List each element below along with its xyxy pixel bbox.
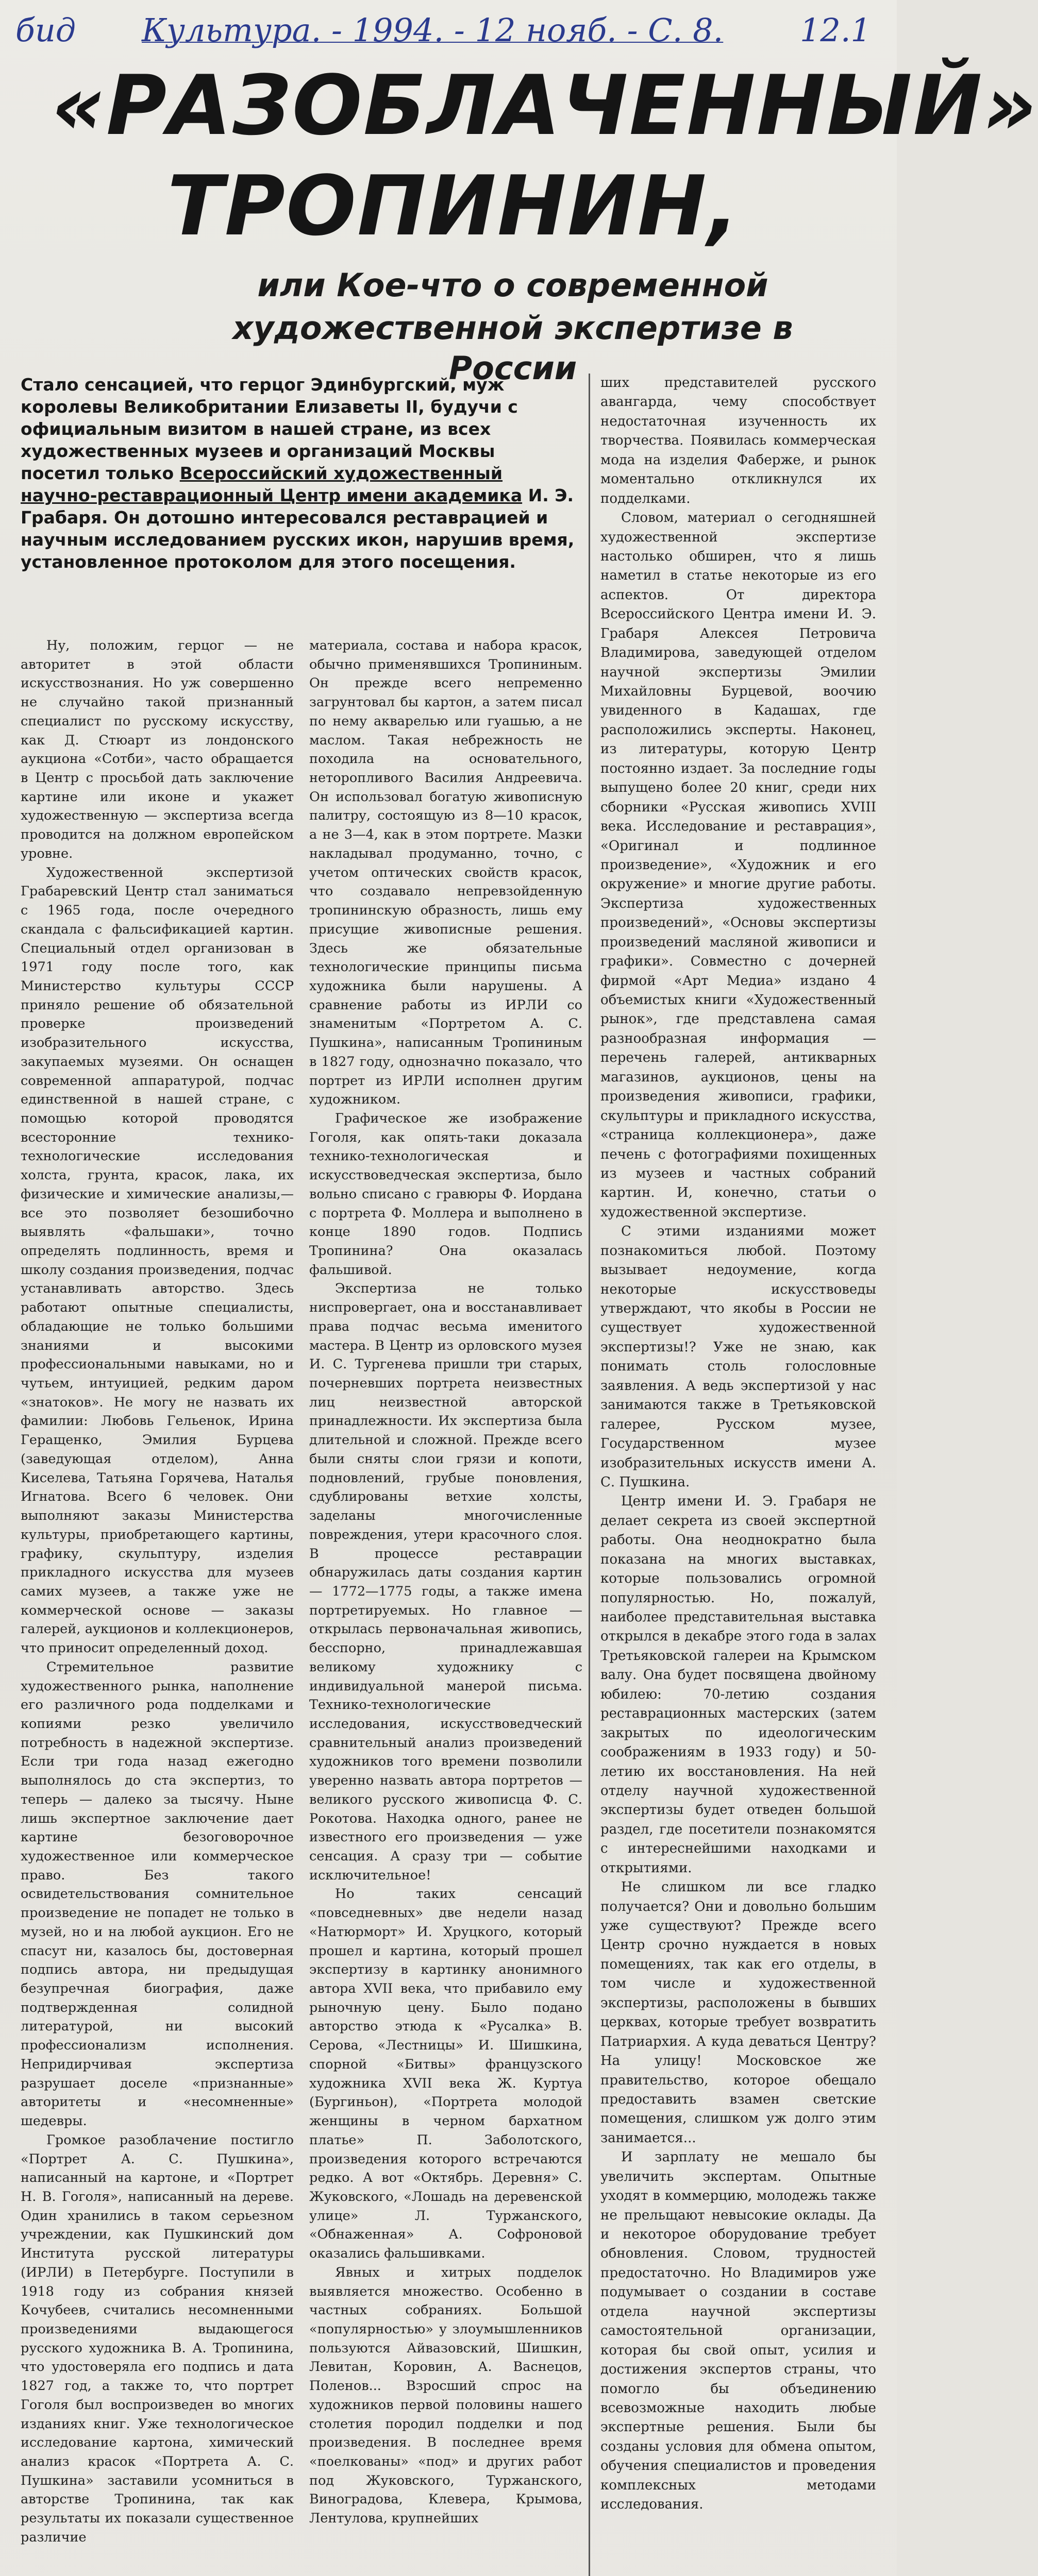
paragraph: Но таких сенсаций «повседневных» две недели назад «Натюрморт» И. Хруцкого, который прошел и картина, который прошел экспертизу в картинку анонимного автора XVII века, что прибавило ему рыночную цену. Было подано авторство этюда к «Русалка» В. Серова, «Лестницы» И. Шишкина, спорной «Битвы» французского художника XVII века Ж. Куртуа (Бургиньон), «Портрета молодой женщины в черном бархатном платье» П. Заболотского, произведения которого встречаются редко. А вот «Октябрь. Деревня» С. Жуковского, «Лошадь на деревенской улице» Л. Туржанского, «Обнаженная» А. Софроновой оказались фальшивками. bbox=[309, 1886, 582, 2262]
paragraph: С этими изданиями может познакомиться любой. Поэтому вызывает недоумение, когда некоторые искусствоведы утверждают, что якобы в России не существует художественной экспертизы!? Уже не знаю, как понимать столь голословные заявления. А ведь экспертизой у нас занимаются также в Третьяковской галерее, Русском музее, Государственном музее изобразительных искусств имени А. С. Пушкина. bbox=[600, 1224, 876, 1490]
headline-line-1: «РАЗОБЛАЧЕННЫЙ» bbox=[52, 57, 1038, 154]
paragraph: материала, состава и набора красок, обычно применявшихся Тропининым. Он прежде всего непременно загрунтовал бы картон, а затем писал по нему акварелью или гуашью, а не маслом. Такая небрежность не походила на основательного, неторопливого Василия Андреевича. Он использовал богатую живописную палитру, состоящую из 8—10 красок, а не 3—4, как в этом портрете. Мазки накладывал продуманно, точно, с учетом оптических свойств красок, что создавало непревзойденную тропининскую образность, лишь ему присущие живописные решения. Здесь же обязательные технологические принципы письма художника были нарушены. А сравнение работы из ИРЛИ со знаменитым «Портретом А. С. Пушкина», написанным Тропининым в 1827 году, однозначно показало, что портрет из ИРЛИ исполнен другим художником. bbox=[309, 638, 582, 1108]
paragraph: Ну, положим, герцог — не авторитет в этой области искусствознания. Но уж совершенно не случайно такой признанный специалист по русскому искусству, как Д. Стюарт из лондонского аукциона «Сотби», часто обращается в Центр с просьбой дать заключение картине или иконе и укажет художественную — экспертиза всегда проводится на должном европейском уровне. bbox=[21, 638, 294, 861]
paragraph: Центр имени И. Э. Грабаря не делает секрета из своей экспертной работы. Она неоднократно была показана на многих выставках, которые пользовались огромной популярностью. Но, пожалуй, наиболее представительная выставка открылся в декабре этого года в залах Третьяковской галереи на Крымском валу. Она будет посвящена двойному юбилею: 70-летию создания реставрационных мастерских (затем закрытых по идеологическим соображениям в 1933 году) и 50-летию их восстановления. На ней отделу научной художественной экспертизы будет отведен большой раздел, где посетители познакомятся с интереснейшими находками и открытиями. bbox=[600, 1494, 876, 1876]
handwritten-header bbox=[15, 7, 876, 54]
lead-text-2: И. Э. Грабаря. Он дотошно интересовался реставрацией и научным исследованием русских икон, нарушив время, установленное протоколом для этого посещения. bbox=[21, 485, 575, 572]
lead-underlined-text: Всероссийский художественный научно-реставрационный Центр имени академика bbox=[21, 463, 523, 505]
paragraph: Стремительное развитие художественного рынка, наполнение его различного рода подделками и копиями резко увеличило потребность в надежной экспертизе. Если три года назад ежегодно выполнялось до ста экспертиз, то теперь — далеко за тысячу. Ныне лишь экспертное заключение дает картине безоговорочное художественное или коммерческое право. Без такого освидетельствования сомнительное произведение не попадет не только в музей, но и на любой аукцион. Его не спасут ни, казалось бы, достоверная подпись автора, ни предыдущая безупречная биография, даже подтвержденная солидной литературой, ни высокий профессионализм исполнения. Непридирчивая экспертиза разрушает доселе «признанные» авторитеты и «несомненные» шедевры. bbox=[21, 1659, 294, 2129]
article-column-3 bbox=[600, 374, 876, 2515]
lead-text-1: Стало сенсацией, что герцог Эдинбургский, муж королевы Великобритании Елизаветы II, будучи с официальным визитом в нашей стране, из всех художественных музеев и организаций Москвы посетил только bbox=[21, 375, 518, 483]
paragraph: Громкое разоблачение постигло «Портрет А. С. Пушкина», написанный на картоне, и «Портрет Н. В. Гоголя», написанный на дереве. Один хранились в таком серьезном учреждении, как Пушкинский дом Института русской литературы (ИРЛИ) в Петербурге. Поступили в 1918 году из собрания князей Кочубеев, считались несомненными произведениями выдающегося русского художника В. А. Тропинина, что удостоверяла его подпись и дата 1827 год, а также то, что портрет Гоголя был воспроизведен во многих изданиях книг. Уже технологическое исследование картона, химический анализ красок «Портрета А. С. Пушкина» заставили усомниться в авторстве Тропинина, так как результаты их показали существенное различие bbox=[21, 2132, 294, 2545]
paragraph: И зарплату не мешало бы увеличить экспертам. Опытные уходят в коммерцию, молодежь также не прельщают невысокие оклады. Да и некоторое оборудование требует обновления. Словом, трудностей предостаточно. Но Владимиров уже подумывает о создании в составе отдела научной экспертизы самостоятельной организации, которая бы свой опыт, усилия и достижения экспертов страны, что помогло бы объединению всевозможные находить любые экспертные решения. Были бы созданы условия для обмена опытом, обучения специалистов и проведения комплексных методами исследования. bbox=[600, 2149, 876, 2513]
paragraph: Словом, материал о сегодняшней художественной экспертизе настолько обширен, что я лишь наметил в статье некоторые из его аспектов. От директора Всероссийского Центра имени И. Э. Грабаря Алексея Петровича Владимирова, заведующей отделом научной экспертизы Эмилии Михайловны Бурцевой, воочию увиденного в Кадашах, где расположились эксперты. Наконец, из литературы, которую Центр постоянно издает. За последние годы выпущено более 20 книг, среди них сборники «Русская живопись XVIII века. Исследование и реставрация», «Оригинал и подлинное произведение», «Художник и его окружение» и многие другие работы. Экспертиза художественных произведений», «Основы экспертизы произведений масляной живописи и графики». Совместно с дочерней фирмой «Арт Медиа» издано 4 объемистых книги «Художественный рынок», где представлена самая разнообразная информация — перечень галерей, антикварных магазинов, аукционов, цены на произведения живописи, графики, скульптуры и прикладного искусства, «страница коллекционера», даже печень с фотографиями похищенных из музеев и частных собраний картин. И, конечно, статьи о художественной экспертизе. bbox=[600, 510, 876, 1220]
lead-paragraph bbox=[21, 374, 577, 573]
subheadline-line-1: или Кое-что о современной bbox=[257, 266, 768, 304]
handwritten-margin-note: бид bbox=[15, 11, 76, 49]
handwritten-source-citation: Культура. - 1994. - 12 нояб. - С. 8. bbox=[142, 11, 724, 49]
paragraph: Явных и хитрых подделок выявляется множество. Особенно в частных собраниях. Большой «популярностью» у злоумышленников пользуются Айвазовский, Шишкин, Левитан, Коровин, А. Васнецов, Поленов... Взросший спрос на художников первой половины нашего столетия породил подделки и под произведения. В последнее время «поелкованы» «под» и других работ под Жуковского, Туржанского, Виноградова, Клевера, Крымова, Лентулова, крупнейших bbox=[309, 2264, 582, 2527]
headline-line-2: ТРОПИНИН, bbox=[167, 158, 740, 254]
paragraph: Экспертиза не только ниспровергает, она и восстанавливает права подчас весьма именитого мастера. В Центр из орловского музея И. С. Тургенева пришли три старых, почерневших портрета неизвестных лиц неизвестной авторской принадлежности. Их экспертиза была длительной и сложной. Прежде всего были сняты слои грязи и копоти, подновлений, грубые поновления, сдублированы ветхие холсты, заделаны многочисленные повреждения, утери красочного слоя. В процессе реставрации обнаружилась даты создания картин — 1772—1775 годы, а также имена портретируемых. Но главное — открылась первоначальная живопись, бесспорно, принадлежавшая великому художнику с индивидуальной манерой письма. Технико-технологические исследования, искусствоведческий сравнительный анализ произведений художников того времени позволили уверенно назвать автора портретов — великого русского живописца Ф. С. Рокотова. Находка одного, ранее не известного его произведения — уже сенсация. А сразу три — событие исключительное! bbox=[309, 1281, 582, 1883]
column-divider bbox=[589, 374, 590, 2576]
article-column-2 bbox=[309, 636, 582, 2528]
paragraph: Графическое же изображение Гоголя, как опять-таки доказала технико-технологическая и искусствоведческая экспертиза, было вольно списано с гравюры Ф. Иордана с портрета Ф. Моллера и выполнено в конце 1890 годов. Подпись Тропинина? Она оказалась фальшивой. bbox=[309, 1110, 582, 1278]
handwritten-number: 12.1 bbox=[799, 11, 871, 49]
paragraph: ших представителей русского авангарда, чему способствует недостаточная изученность их творчества. Появилась коммерческая мода на изделия Фаберже, и рынок моментально откликнулся их подделками. bbox=[600, 375, 876, 506]
subheadline-line-2: художественной экспертизе в России bbox=[232, 309, 793, 387]
paragraph: Художественной экспертизой Грабаревский Центр стал заниматься с 1965 года, после очередного скандала с фальсификацией картин. Специальный отдел организован в 1971 году после того, как Министерство культуры СССР приняло решение об обязательной проверке произведений изобразительного искусства, закупаемых музеями. Он оснащен современной аппаратурой, подчас единственной в нашей стране, с помощью которой проводятся всесторонние технико-технологические исследования холста, грунта, красок, лака, их физические и химические анализы,— все это позволяет безошибочно выявлять «фальшаки», точно определять подлинность, время и школу создания произведения, подчас устанавливать авторство. Здесь работают опытные специалисты, обладающие не только большими знаниями и высокими профессиональными навыками, но и чутьем, интуицией, редким даром «знатоков». Не могу не назвать их фамилии: Любовь Гельенок, Ирина Геращенко, Эмилия Бурцева (заведующая отделом), Анна Киселева, Татьяна Горячева, Наталья Игнатова. Всего 6 человек. Они выполняют заказы Министерства культуры, приобретающего картины, графику, скульптуру, изделия прикладного искусства для музеев самих музеев, а также уже не коммерческой основе — заказы галерей, аукционов и коллекционеров, что приносит определенный доход. bbox=[21, 865, 294, 1656]
article-column-1 bbox=[21, 636, 294, 2547]
paragraph: Не слишком ли все гладко получается? Они и довольно большим уже существуют? Прежде всего Центр срочно нуждается в новых помещениях, так как его отделы, в том числе и художественной экспертизы, расположены в бывших церквах, которые требует возвратить Патриархия. А куда деваться Центру? На улицу! Московское же правительство, которое обещало предоставить взамен светские помещения, слишком уж долго этим занимается... bbox=[600, 1879, 876, 2146]
